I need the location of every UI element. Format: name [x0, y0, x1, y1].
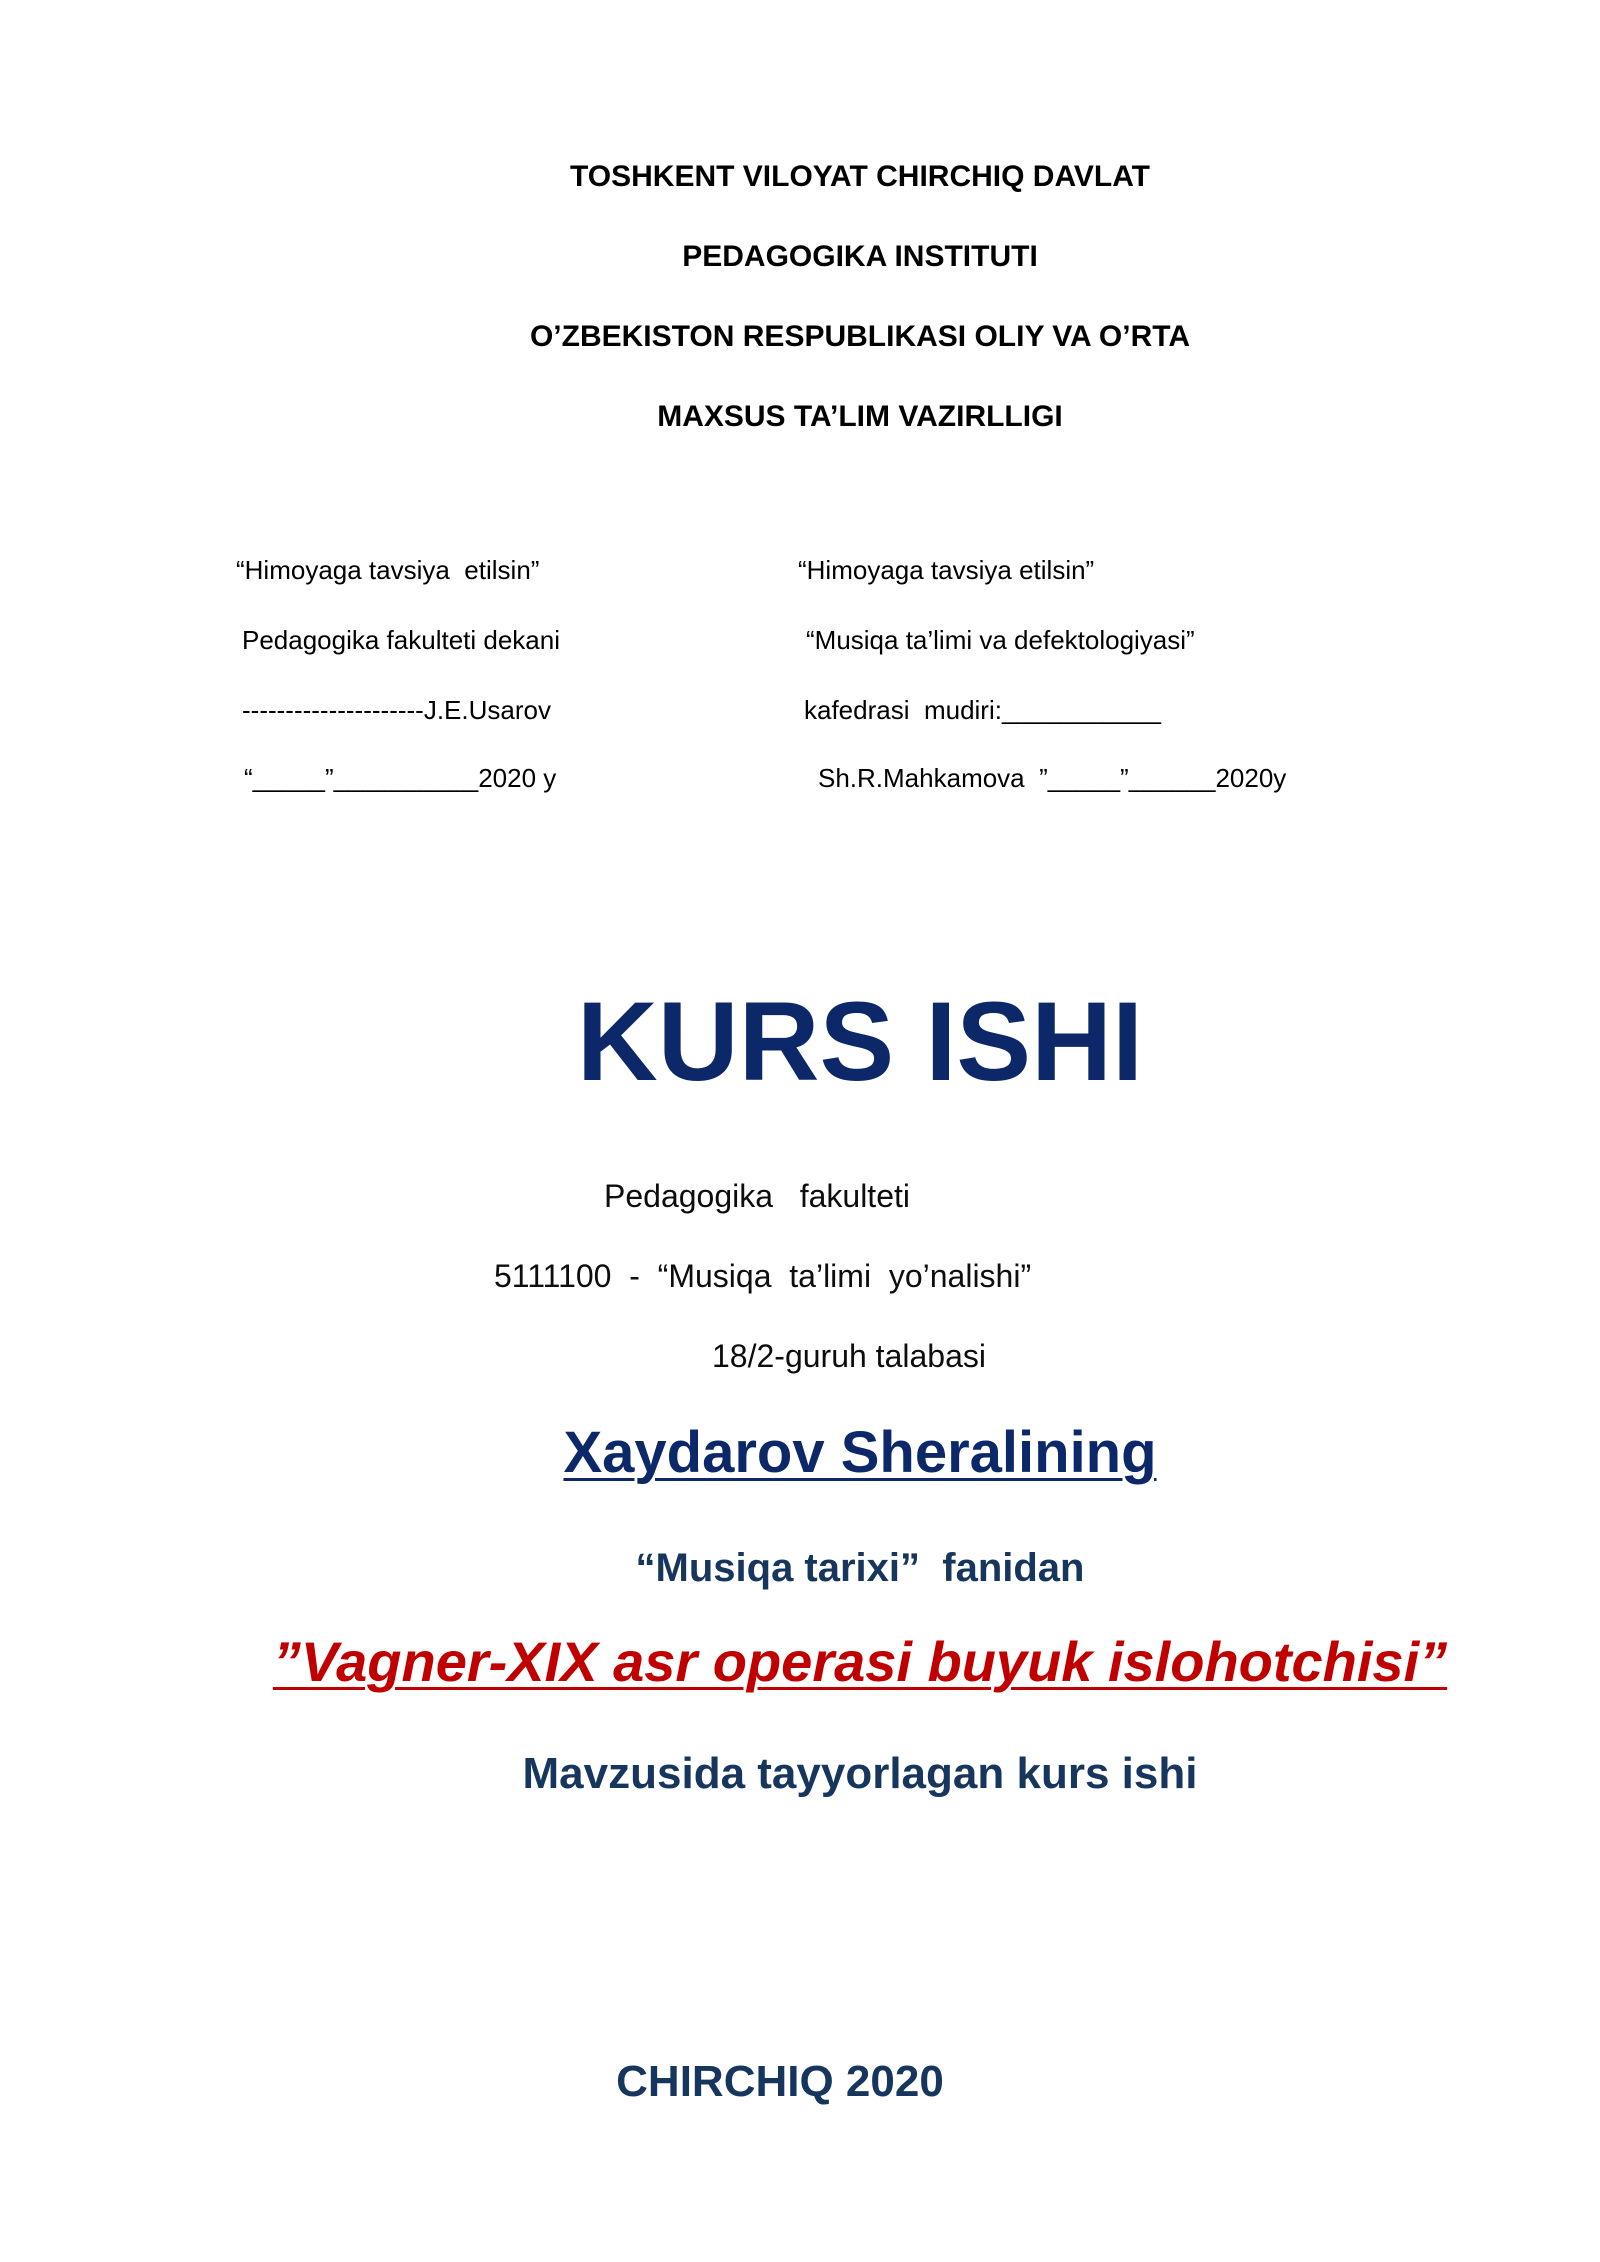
- header-line-4: MAXSUS TA’LIM VAZIRLLIGI: [657, 400, 1063, 433]
- topic-title: ”Vagner-XIX asr operasi buyuk islohotchisi”: [272, 1630, 1448, 1693]
- direction-line: 5111100 - “Musiqa ta’limi yo’nalishi”: [494, 1258, 1032, 1294]
- approval-right-line-2: “Musiqa ta’limi va defektologiyasi”: [806, 625, 1195, 655]
- header-line-1: TOSHKENT VILOYAT CHIRCHIQ DAVLAT: [569, 160, 1151, 193]
- approval-right-line-3: kafedrasi mudiri:___________: [804, 695, 1162, 725]
- header-line-2: PEDAGOGIKA INSTITUTI: [682, 240, 1038, 273]
- approval-right-line-1: “Himoyaga tavsiya etilsin”: [798, 555, 1095, 585]
- subject-line: “Musiqa tarixi” fanidan: [635, 1546, 1085, 1590]
- document-title: KURS ISHI: [576, 979, 1144, 1104]
- approval-left-line-4: “_____”__________2020 y: [244, 763, 557, 793]
- footer-city-year: CHIRCHIQ 2020: [616, 2057, 944, 2106]
- student-name: Xaydarov Sheralining: [563, 1420, 1157, 1485]
- group-line: 18/2-guruh talabasi: [712, 1338, 986, 1374]
- approval-right-line-4: Sh.R.Mahkamova ”_____”______2020y: [818, 763, 1287, 793]
- approval-left-line-2: Pedagogika fakulteti dekani: [242, 625, 561, 655]
- topic-note: Mavzusida tayyorlagan kurs ishi: [522, 1749, 1198, 1798]
- approval-left-line-3: ---------------------J.E.Usarov: [242, 695, 551, 725]
- approval-left-line-1: “Himoyaga tavsiya etilsin”: [236, 555, 540, 585]
- header-line-3: O’ZBEKISTON RESPUBLIKASI OLIY VA O’RTA: [529, 320, 1191, 353]
- faculty-line: Pedagogika fakulteti: [604, 1178, 910, 1214]
